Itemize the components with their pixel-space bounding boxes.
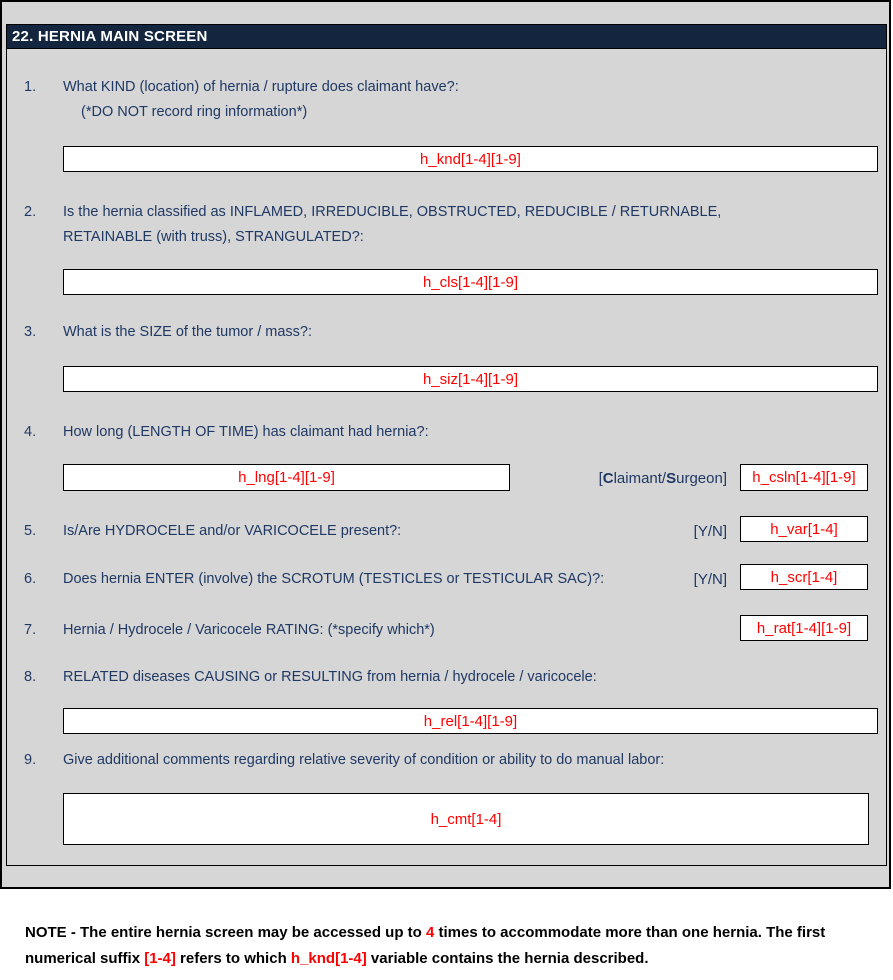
footnote-text: variable contains the hernia described.	[366, 950, 649, 967]
h-var-field-value: h_var[1-4]	[770, 520, 838, 538]
question-5-text: Is/Are HYDROCELE and/or VARICOCELE present?:	[63, 523, 402, 539]
footnote-red-text: [1-4]	[144, 950, 176, 967]
question-8-number: 8.	[24, 669, 37, 685]
question-7-number: 7.	[24, 622, 37, 638]
claimant-surgeon-label-part: laimant/	[613, 470, 667, 487]
h-lng-field-value: h_lng[1-4][1-9]	[238, 469, 335, 486]
claimant-surgeon-label-part: urgeon]	[676, 470, 727, 487]
question-5-number: 5.	[24, 523, 37, 539]
question-2-text-line2: RETAINABLE (with truss), STRANGULATED?:	[63, 229, 364, 245]
footnote	[25, 920, 873, 972]
h-var-field[interactable]	[740, 516, 868, 542]
h-rel-field-value: h_rel[1-4][1-9]	[423, 712, 518, 730]
footnote-text: refers to which	[175, 950, 291, 967]
h-siz-field[interactable]	[63, 366, 878, 392]
h-cls-field-value: h_cls[1-4][1-9]	[422, 273, 519, 291]
h-rat-field[interactable]	[740, 615, 868, 641]
question-9-number: 9.	[24, 752, 37, 768]
h-lng-field[interactable]	[63, 464, 510, 491]
yn-label-q5: [Y/N]	[693, 523, 727, 540]
question-4-text: How long (LENGTH OF TIME) has claimant had hernia?:	[63, 424, 429, 440]
h-cmt-field[interactable]	[63, 793, 869, 845]
claimant-surgeon-label-part: [	[598, 470, 603, 487]
h-knd-field-value: h_knd[1-4][1-9]	[420, 150, 521, 168]
h-siz-field-value: h_siz[1-4][1-9]	[422, 370, 519, 388]
footnote-text: NOTE - The entire hernia screen may be accessed up to	[25, 924, 426, 941]
h-csln-field[interactable]	[740, 464, 868, 491]
footnote-red-text: h_knd[1-4]	[290, 950, 367, 967]
question-6-text: Does hernia ENTER (involve) the SCROTUM (TESTICLES or TESTICULAR SAC)?:	[63, 571, 605, 587]
h-rel-field[interactable]	[63, 708, 878, 734]
h-knd-field[interactable]	[63, 146, 878, 172]
question-2-number: 2.	[24, 204, 37, 220]
footnote-red-text: 4	[425, 924, 435, 941]
question-2-text: Is the hernia classified as INFLAMED, IRREDUCIBLE, OBSTRUCTED, REDUCIBLE / RETURNABLE,	[63, 204, 722, 220]
h-rat-field-value: h_rat[1-4][1-9]	[756, 619, 852, 637]
question-8-text: RELATED diseases CAUSING or RESULTING from hernia / hydrocele / varicocele:	[63, 669, 597, 685]
footnote-text: times to accommodate more than one hernia. The first numerical suffix	[25, 924, 826, 967]
question-4-number: 4.	[24, 424, 37, 440]
h-csln-field-value: h_csln[1-4][1-9]	[752, 469, 856, 486]
h-cls-field[interactable]	[63, 269, 878, 295]
page-title: 22. HERNIA MAIN SCREEN	[6, 24, 887, 49]
question-9-text: Give additional comments regarding relative severity of condition or ability to do manual labor:	[63, 752, 665, 768]
h-cmt-field-value: h_cmt[1-4]	[430, 810, 502, 828]
claimant-surgeon-label-part: S	[666, 470, 677, 487]
question-1-text: What KIND (location) of hernia / rupture does claimant have?:	[63, 79, 459, 95]
yn-label-q6: [Y/N]	[693, 571, 727, 588]
h-scr-field[interactable]	[740, 564, 868, 590]
question-7-text: Hernia / Hydrocele / Varicocele RATING: (*specify which*)	[63, 622, 435, 638]
question-1-number: 1.	[24, 79, 37, 95]
h-scr-field-value: h_scr[1-4]	[770, 568, 838, 586]
question-1-subtext: (*DO NOT record ring information*)	[81, 104, 308, 120]
question-6-number: 6.	[24, 571, 37, 587]
claimant-surgeon-label	[530, 470, 727, 487]
claimant-surgeon-label-part: C	[602, 470, 614, 487]
question-3-text: What is the SIZE of the tumor / mass?:	[63, 324, 313, 340]
question-3-number: 3.	[24, 324, 37, 340]
